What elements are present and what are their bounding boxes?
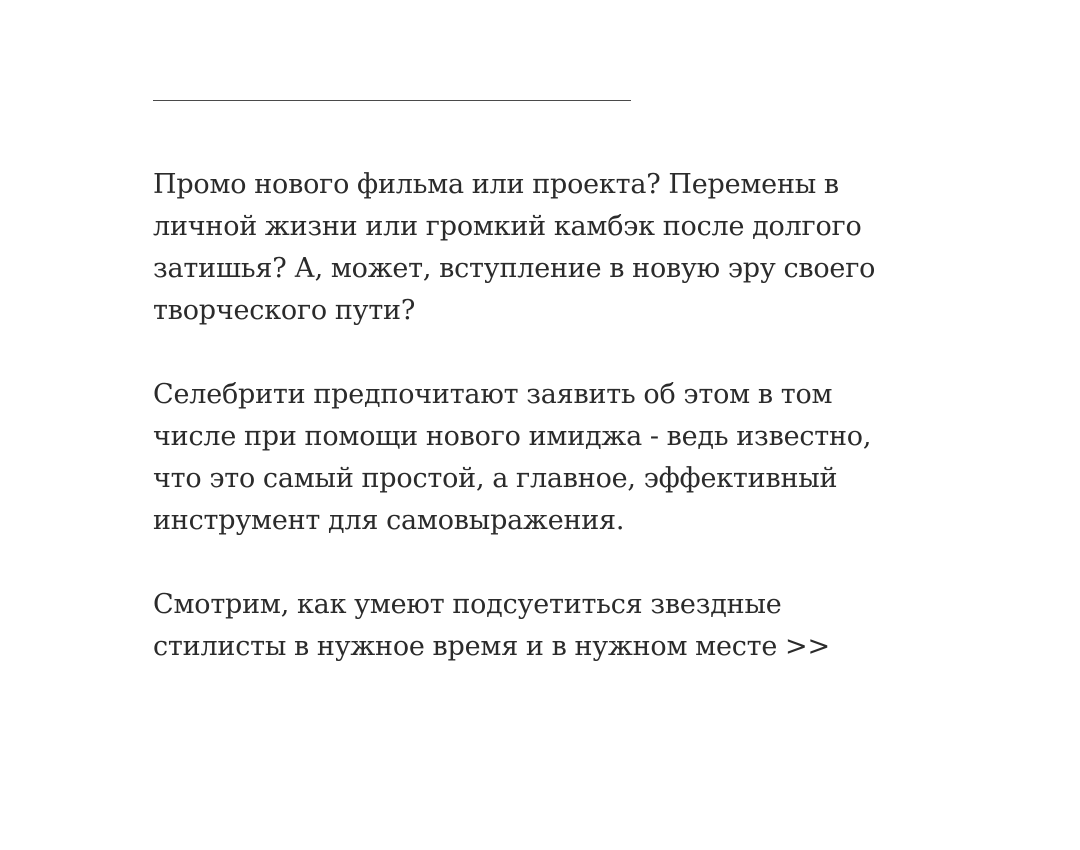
top-divider: [153, 100, 631, 101]
paragraph-line: затишья? А, может, вступление в новую эру своего: [153, 253, 876, 284]
paragraph-line: инструмент для самовыражения.: [153, 505, 625, 536]
paragraph-line: числе при помощи нового имиджа - ведь известно,: [153, 421, 872, 452]
paragraph-line: творческого пути?: [153, 295, 416, 326]
paragraph-call-to-action: [153, 584, 943, 668]
paragraph-line: что это самый простой, а главное, эффективный: [153, 463, 838, 494]
paragraph-line: стилисты в нужное время и в нужном месте >>: [153, 631, 830, 662]
paragraph-intro: [153, 164, 943, 332]
paragraph-celebrities: [153, 374, 943, 542]
paragraph-line: Промо нового фильма или проекта? Перемены в: [153, 169, 839, 200]
paragraph-line: Смотрим, как умеют подсуетиться звездные: [153, 589, 782, 620]
article-body: [153, 164, 943, 710]
paragraph-line: личной жизни или громкий камбэк после долгого: [153, 211, 862, 242]
paragraph-line: Селебрити предпочитают заявить об этом в том: [153, 379, 833, 410]
